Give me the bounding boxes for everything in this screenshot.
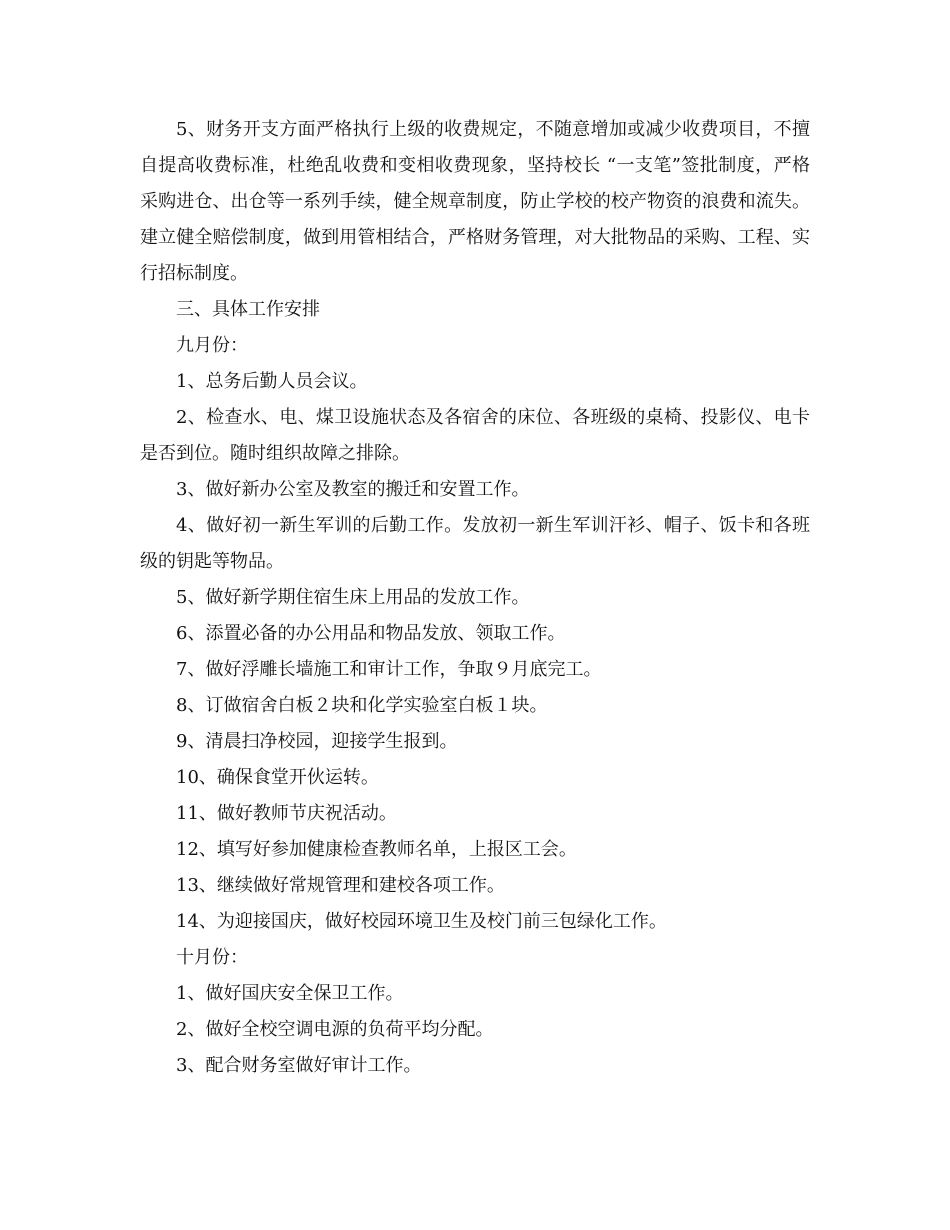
list-item: 3、配合财务室做好审计工作。 (176, 1055, 422, 1076)
section-heading-work-plan: 三、具体工作安排 (176, 299, 320, 320)
month-heading-september: 九月份： (176, 335, 248, 356)
month-heading-october: 十月份： (176, 947, 248, 968)
list-item: 6、添置必备的办公用品和物品发放、领取工作。 (176, 623, 566, 644)
paragraph-finance-rules: 5、财务开支方面严格执行上级的收费规定，不随意增加或减少收费项目，不擅自提高收费标准，杜绝乱收费和变相收费现象，坚持校长 “一支笔”签批制度，严格采购进仓、出仓等一系列手续，健全规章制度，防止学校的校产物资的浪费和流失。建立健全赔偿制度，做到用管相结合，严格财务管理，对大批物品的采购、工程、实行招标制度。 (140, 119, 810, 284)
list-item: 12、填写好参加健康检查教师名单，上报区工会。 (176, 839, 577, 860)
list-item: 1、总务后勤人员会议。 (176, 371, 368, 392)
list-item: 1、做好国庆安全保卫工作。 (176, 983, 404, 1004)
list-item: 13、继续做好常规管理和建校各项工作。 (176, 875, 505, 896)
list-item: 9、清晨扫净校园，迎接学生报到。 (176, 731, 458, 752)
list-item: 14、为迎接国庆，做好校园环境卫生及校门前三包绿化工作。 (176, 911, 667, 932)
list-item: 4、做好初一新生军训的后勤工作。发放初一新生军训汗衫、帽子、饭卡和各班级的钥匙等物品。 (140, 515, 810, 572)
list-item: 5、做好新学期住宿生床上用品的发放工作。 (176, 587, 530, 608)
list-item: 2、检查水、电、煤卫设施状态及各宿舍的床位、各班级的桌椅、投影仪、电卡是否到位。随时组织故障之排除。 (140, 407, 810, 464)
list-item: 10、确保食堂开伙运转。 (176, 767, 379, 788)
list-item: 2、做好全校空调电源的负荷平均分配。 (176, 1019, 494, 1040)
list-item: 11、做好教师节庆祝活动。 (176, 803, 397, 824)
list-item: 8、订做宿舍白板２块和化学实验室白板１块。 (176, 695, 548, 716)
list-item: 3、做好新办公室及教室的搬迁和安置工作。 (176, 479, 530, 500)
list-item: 7、做好浮雕长墙施工和审计工作，争取９月底完工。 (176, 659, 602, 680)
